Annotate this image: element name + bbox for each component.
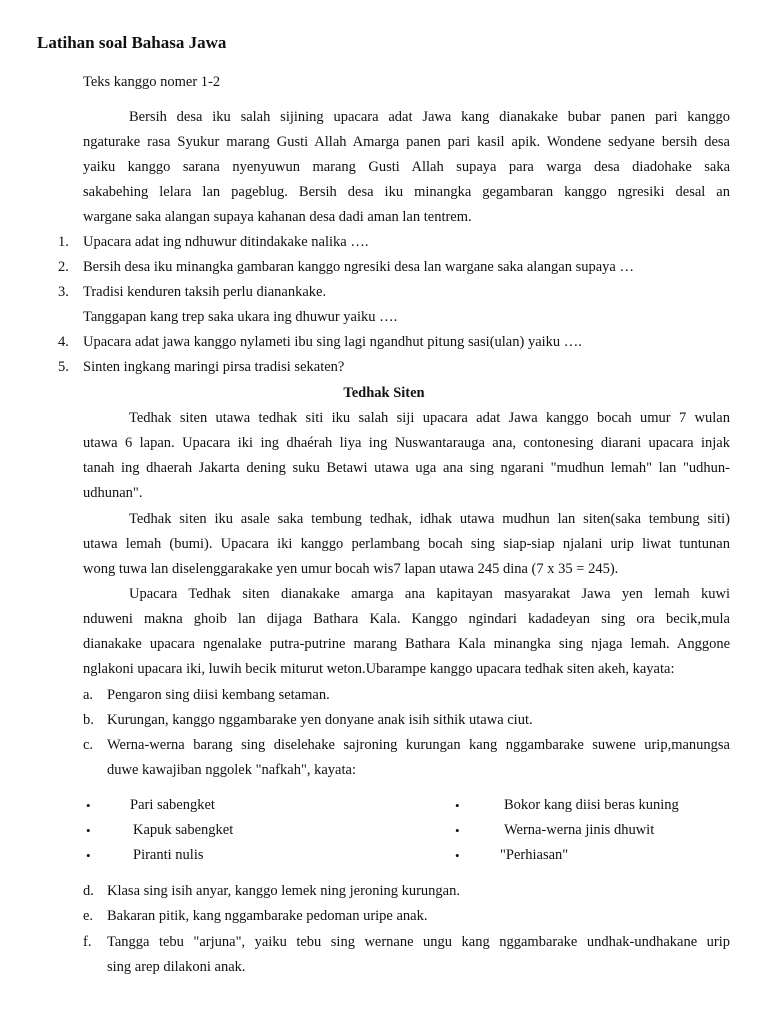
bullet-item: Werna-werna jinis dhuwit [504, 822, 655, 838]
question-number: 2. [58, 259, 69, 275]
passage1-line: Bersih desa iku salah sijining upacara adat Jawa kang dianakake bubar panen pari kanggo [129, 109, 730, 125]
subtitle: Teks kanggo nomer 1-2 [83, 74, 221, 90]
bullet-icon: • [86, 823, 91, 838]
passage1-line: yaiku kanggo sarana nyenyuwun marang Gusti Allah supaya para warga desa diadohake saka [83, 159, 730, 175]
bullet-item: "Perhiasan" [500, 847, 569, 863]
passage2-line: tanah ing dhaerah Jakarta dening suku Betawi utawa uga ana sing ngarani "mudhun lemah" lan "udhun- [83, 460, 730, 476]
item-letter: c. [83, 737, 94, 753]
passage4-line: Upacara Tedhak siten dianakake amarga ana kapitayan masyarakat Jawa yen lemah kuwi [129, 586, 730, 602]
bullet-icon: • [455, 848, 460, 863]
bullet-icon: • [86, 848, 91, 863]
section-heading: Tedhak Siten [343, 385, 425, 401]
question-text: Upacara adat ing ndhuwur ditindakake nalika …. [83, 234, 369, 250]
passage2-line: Tedhak siten utawa tedhak siti iku salah siji upacara adat Jawa kanggo bocah umur 7 wulan [129, 410, 730, 426]
question-number: 1. [58, 234, 69, 250]
passage2-line: utawa 6 lapan. Upacara iki ing dhaérah liya ing Nuswantarauga ana, contonesing diarani upacara injak [83, 435, 730, 451]
passage1-line: wargane saka alangan supaya kahanan desa dadi aman lan tentrem. [83, 209, 472, 225]
item-letter: e. [83, 908, 94, 924]
question-text: Tradisi kenduren taksih perlu dianankake. [83, 284, 327, 300]
item-text: Kurungan, kanggo nggambarake yen donyane anak isih sithik utawa ciut. [107, 712, 533, 728]
passage4-line: nduweni makna ghoib lan dijaga Bathara Kala. Kanggo ngindari kadadeyan sing ora becik,mula [83, 611, 730, 627]
bullet-icon: • [455, 823, 460, 838]
item-text: Tangga tebu "arjuna", yaiku tebu sing wernane ungu kang nggambarake undhak-undhakane urip [107, 934, 730, 950]
question-text: Bersih desa iku minangka gambaran kanggo ngresiki desa lan wargane saka alangan supaya … [83, 259, 634, 275]
question-text: Upacara adat jawa kanggo nylameti ibu sing lagi ngandhut pitung sasi(ulan) yaiku …. [83, 334, 582, 350]
item-letter: b. [83, 712, 94, 728]
item-text: Werna-werna barang sing diselehake sajroning kurungan kang nggambarake suwene urip,manungsa [107, 737, 730, 753]
passage1-line: sakabehing lelara lan pageblug. Bersih desa iku minangka gegambaran kanggo ngresiki desal an [83, 184, 730, 200]
passage1-line: ngaturake rasa Syukur marang Gusti Allah Amarga panen pari kasil apik. Wondene sedyane bersih desa [83, 134, 730, 150]
question-text-continued: Tanggapan kang trep saka ukara ing dhuwur yaiku …. [83, 309, 398, 325]
item-text: Pengaron sing diisi kembang setaman. [107, 687, 330, 703]
item-text: sing arep dilakoni anak. [107, 959, 246, 975]
passage3-line: Tedhak siten iku asale saka tembung tedhak, idhak utawa mudhun lan siten(saka tembung siti) [129, 511, 730, 527]
bullet-item: Piranti nulis [133, 847, 204, 863]
item-text: Klasa sing isih anyar, kanggo lemek ning jeroning kurungan. [107, 883, 460, 899]
item-text: Bakaran pitik, kang nggambarake pedoman uripe anak. [107, 908, 428, 924]
item-letter: f. [83, 934, 92, 950]
question-number: 3. [58, 284, 69, 300]
bullet-icon: • [455, 798, 460, 813]
passage3-line: wong tuwa lan diselenggarakake yen umur bocah wis7 lapan utawa 245 dina (7 x 35 = 245). [83, 561, 619, 577]
question-number: 4. [58, 334, 69, 350]
bullet-item: Kapuk sabengket [133, 822, 234, 838]
item-letter: a. [83, 687, 94, 703]
passage2-line: udhunan". [83, 485, 143, 501]
document-title: Latihan soal Bahasa Jawa [37, 33, 227, 52]
bullet-item: Bokor kang diisi beras kuning [504, 797, 679, 813]
bullet-item: Pari sabengket [130, 797, 215, 813]
item-letter: d. [83, 883, 94, 899]
bullet-icon: • [86, 798, 91, 813]
question-number: 5. [58, 359, 69, 375]
passage4-line: nglakoni upacara iki, luwih becik miturut weton.Ubarampe kanggo upacara tedhak siten akeh, kayata: [83, 661, 675, 677]
passage3-line: utawa lemah (bumi). Upacara iki kanggo perlambang bocah sing siap-siap njalani urip liwat tuntunan [83, 536, 730, 552]
question-text: Sinten ingkang maringi pirsa tradisi sekaten? [83, 359, 345, 375]
item-text: duwe kawajiban nggolek "nafkah", kayata: [107, 762, 356, 778]
passage4-line: dianakake upacara ngenalake putra-putrine marang Bathara Kala minangka sing njaga lemah. Anggone [83, 636, 730, 652]
